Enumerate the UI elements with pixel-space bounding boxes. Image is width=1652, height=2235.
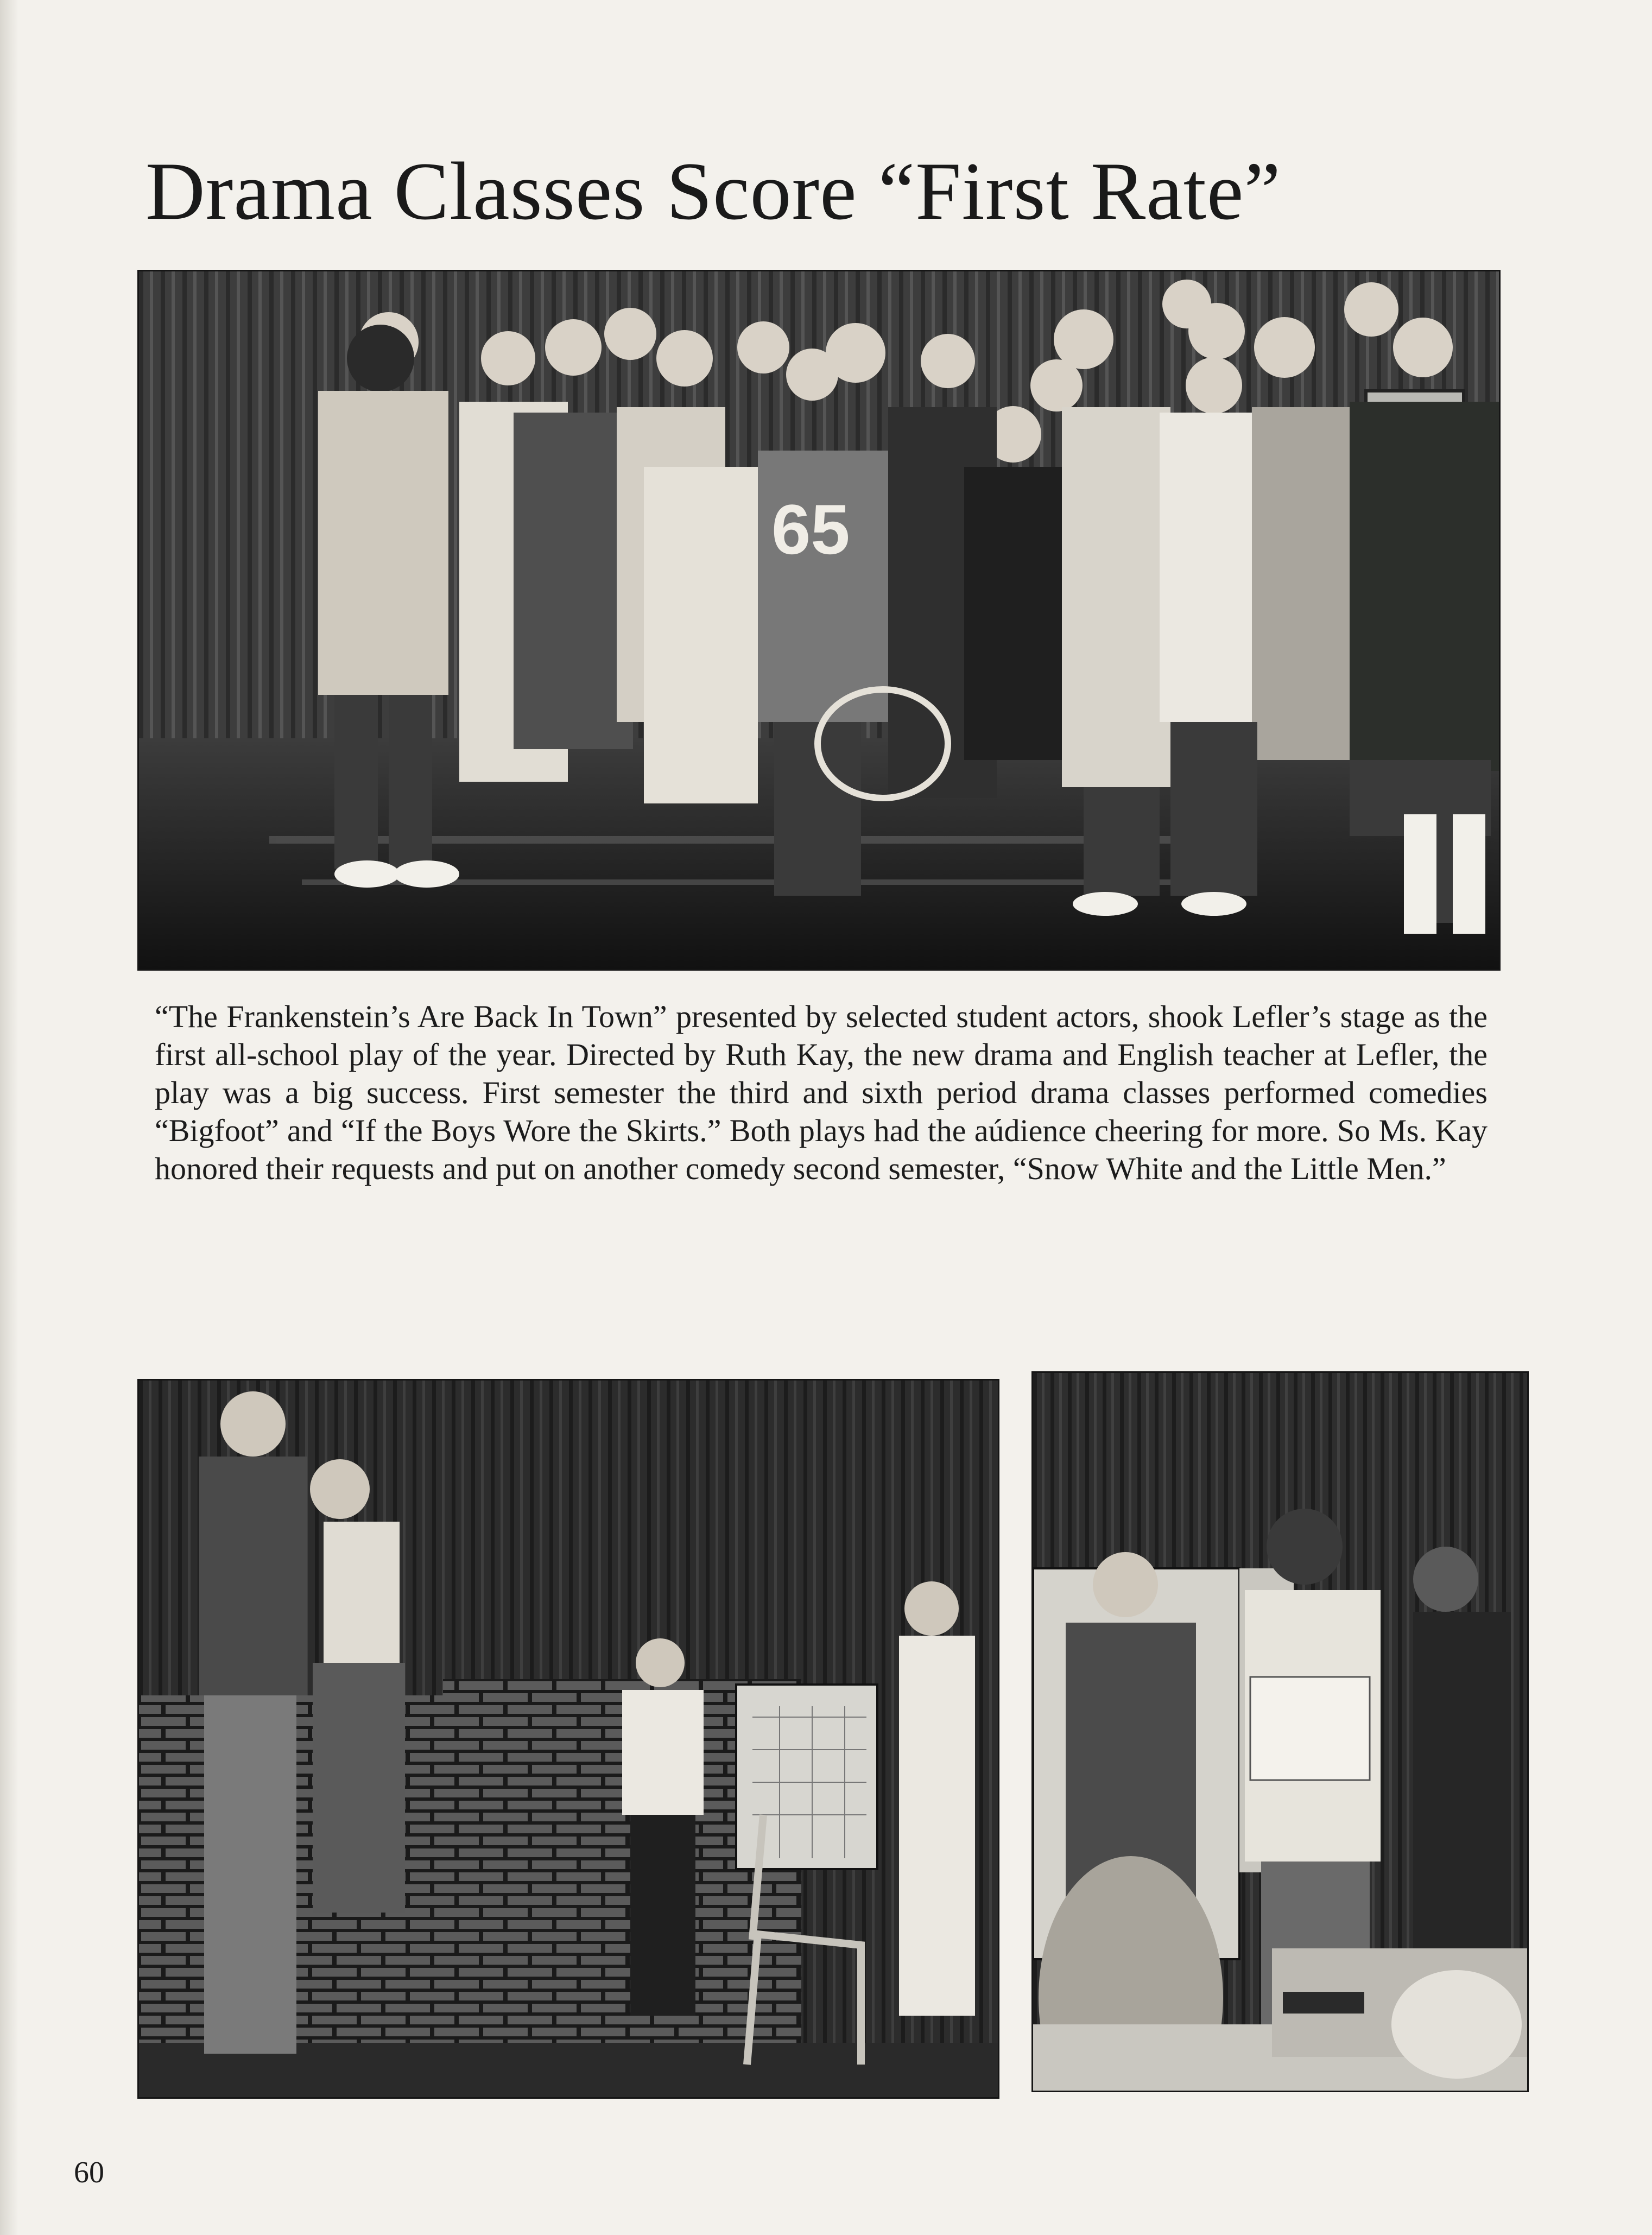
page-binding-shadow [0,0,18,2235]
jersey-number: 65 [771,490,850,569]
classroom-scene-photo [1031,1371,1529,2092]
stage-scene-photo [137,1379,999,2099]
page-title: Drama Classes Score “First Rate” [145,145,1281,237]
page-number: 60 [74,2156,104,2189]
story-caption: “The Frankenstein’s Are Back In Town” presented by selected student actors, shook Lefler’s stage as the first all-school play of the year. Directed by Ruth Kay, the new drama and English teacher at Lefler, the play was a big success. First semester the third and sixth period drama classes performed comedies “Bigfoot” and “If the Boys Wore the Skirts.” Both plays had the aúdience cheering for more. So Ms. Kay honored their requests and put on another comedy second semester, “Snow White and the Little Men.” [155,999,1488,1186]
group-photo [137,270,1501,971]
